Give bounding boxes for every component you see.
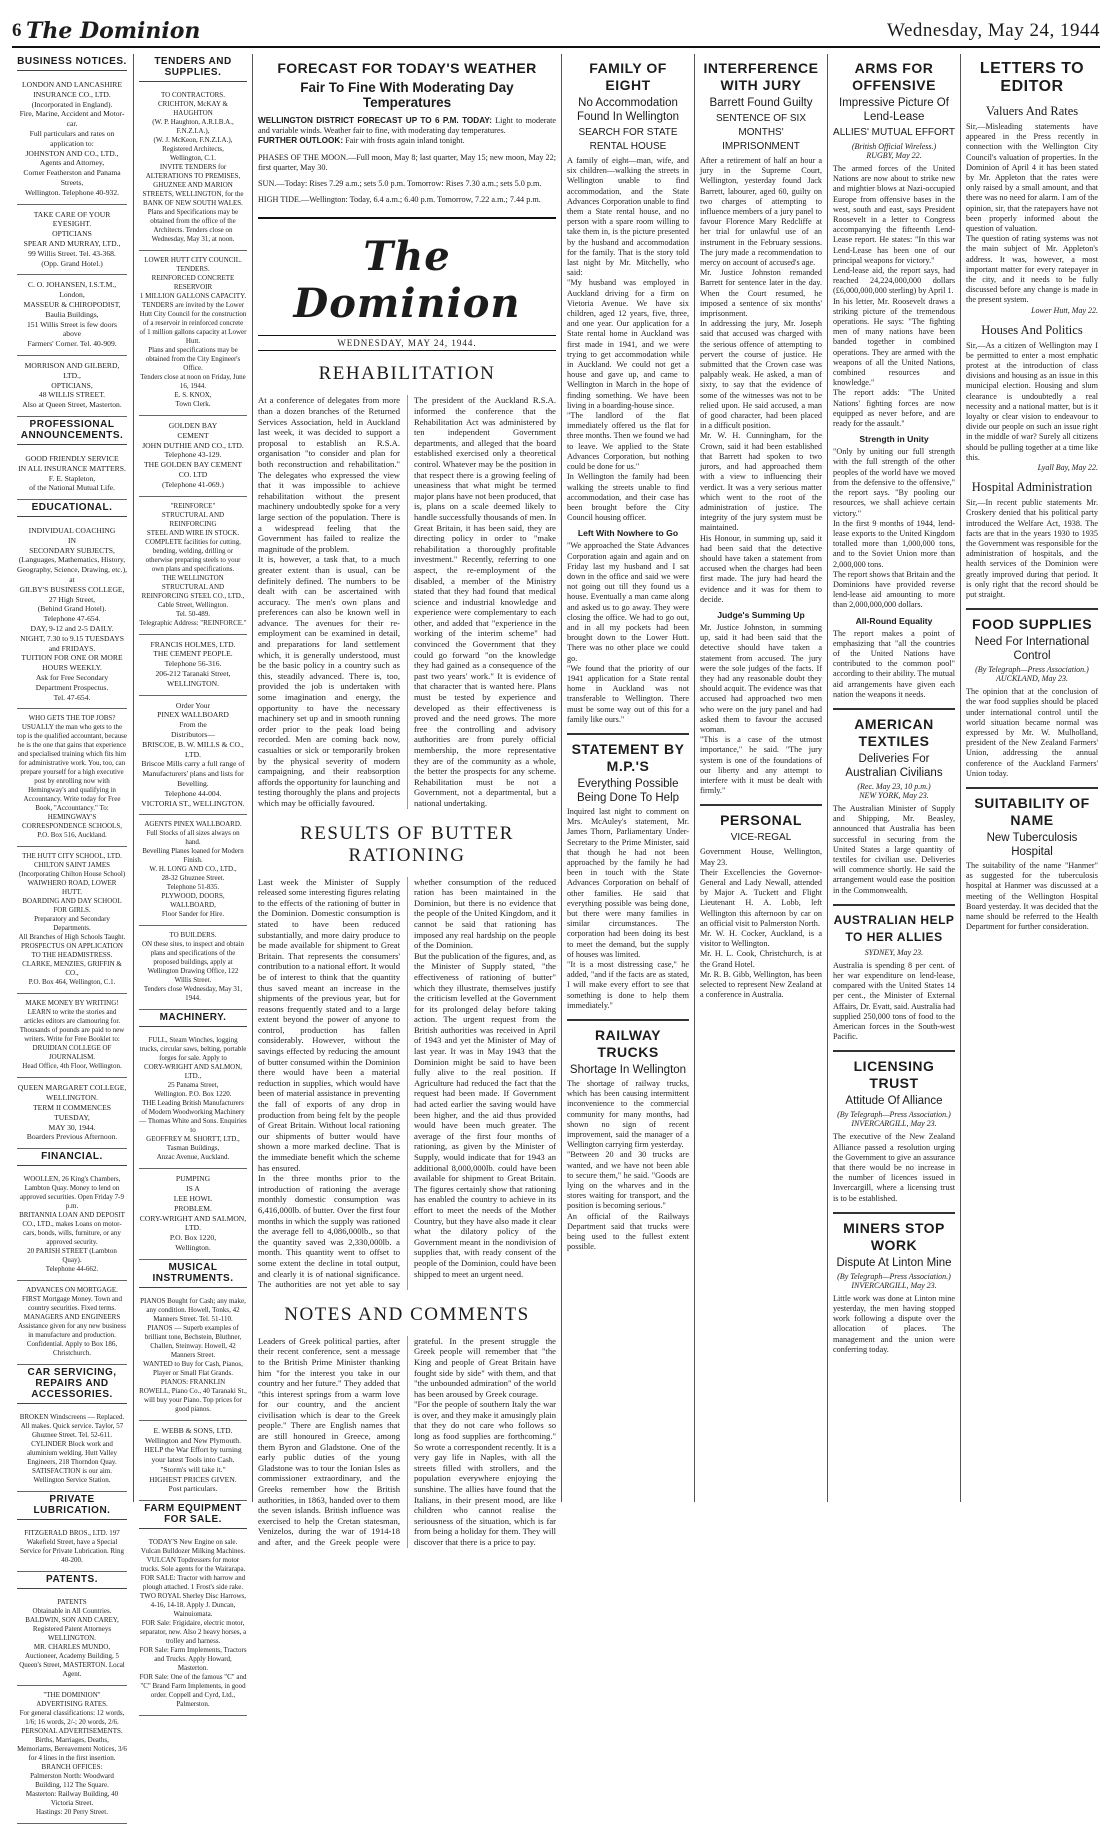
article-headline: FAMILY OF EIGHT xyxy=(589,60,667,93)
classified-ad: MAKE MONEY BY WRITING! LEARN to write the stories and articles editors are clamouring for. Thousands of pounds are paid to new writers. Write for Free Booklet to: DRUIDIAN COLLEGE OF JOURNALISM. Head Office, 4th Floor, Wellington. xyxy=(17,994,127,1078)
classified-column-2 xyxy=(133,54,252,1709)
article-divider xyxy=(833,1212,955,1214)
forecast-outlook-text: Fair with frosts again inland tonight. xyxy=(345,136,465,146)
letter-title: Houses And Politics xyxy=(981,322,1083,337)
article-body: The report makes a point of emphasizing that "all the countries of the United Nations have contributed to the common pool" according to their ability. The mutual aid arrangements have given each nation the weapons it needs. xyxy=(833,628,955,699)
article-divider xyxy=(700,804,822,806)
editorial-body-columns xyxy=(258,877,556,1290)
letter-title: Valuers And Rates xyxy=(985,104,1079,118)
section-heading: FARM EQUIPMENT FOR SALE. xyxy=(139,1501,247,1529)
article-subheadline: Deliveries For Australian Civilians xyxy=(845,752,943,779)
classified-ad: AGENTS PINEX WALLBOARD. Full Stocks of all sizes always on hand. Bevelling Planes loaned for Modern Finish. W. H. LONG AND CO., LTD., 28-32 Ghuznee Street. Telephone 51-835. PLYWOOD, DOORS, WALLBOARD, Floor Sander for Hire. xyxy=(139,815,247,926)
article-dateline: (Rec. May 23, 10 p.m.) NEW YORK, May 23. xyxy=(857,781,931,800)
article-subheadline: SEARCH FOR STATE RENTAL HOUSE xyxy=(578,127,678,152)
article-body: Little work was done at Linton mine yesterday, the men having stopped work following a dispute over the allocation of places. The management and the union were conferring today. xyxy=(833,1293,955,1354)
article-headline: MINERS STOP WORK xyxy=(843,1219,945,1253)
article-divider xyxy=(833,1050,955,1052)
article-headline: AMERICAN TEXTILES xyxy=(854,715,934,749)
classified-ad: WHO GETS THE TOP JOBS? USUALLY the man who gets to the top is the qualified accountant, because he is the one that gains that experience and specialised training which fits him for administrative work. You, too, can prepare yourself for a high executive post by enrolling now with Hemingway's and qualifying in Accountancy. Write today for Free Book, "Accountancy." To: HEMINGWAY'S CORRESPONDENCE SCHOOLS, P.O. Box 516, Auckland. xyxy=(17,709,127,847)
section-heading: PROFESSIONAL ANNOUNCEMENTS. xyxy=(17,417,127,445)
news-column-7 xyxy=(827,54,960,1502)
classified-ad: "THE DOMINION" ADVERTISING RATES. For general classifications: 12 words, 1/6; 16 words, 2/-; 20 words, 2/6. PERSONAL ADVERTISEMENTS. Births, Marriages, Deaths, Memoriams, Bereavement Notices, 3/6 for 4 lines in the first insertion. BRANCH OFFICES: Palmerston North: Woodward Building, 112 The Square. Masterton: Railway Building, 40 Victoria Street. Hastings: 20 Perry Street. xyxy=(17,1686,127,1824)
section-heading: PRIVATE LUBRICATION. xyxy=(17,1492,127,1520)
article-headline: RAILWAY TRUCKS xyxy=(595,1027,661,1061)
classified-ad: ADVANCES ON MORTGAGE. FIRST Mortgage Money. Town and country securities. Fixed terms. MANAGERS AND ENGINEERS Assistance given for any new business in manufacture and production. Confidential. Apply to Box 186, Christchurch. xyxy=(17,1281,127,1365)
classified-ad: TO CONTRACTORS. CRICHTON, McKAY & HAUGHTON (W. P. Haughton, A.R.I.B.A., F.N.Z.I.A.), (W. J. McKeon, F.N.Z.I.A.), Registered Architects, Wellington, C.1. INVITE TENDERS for ALTERATIONS TO PREMISES, GHUZNEE AND MARION STREETS, WELLINGTON, for the BANK OF NEW SOUTH WALES. Plans and Specifications may be obtained from the office of the Architects. Tenders close on Wednesday, May 31, at noon. xyxy=(139,86,247,251)
section-heading: CAR SERVICING, REPAIRS AND ACCESSORIES. xyxy=(17,1365,127,1404)
article-divider xyxy=(966,787,1098,789)
article-body: The shortage of railway trucks, which has been causing intermittent inconvenience to the commercial community for many months, had shown no sign of recent improvement, said the manager of a Wellington carrying firm yesterday. "Between 20 and 30 trucks are wanted, and we have not been able to secure them," he said. "Goods are lying on the wharves and in the stores waiting for transport, and the position is becoming serious." An official of the Railways Department said that trucks were being used to the fullest extent possible. xyxy=(567,1079,689,1252)
article-body: The armed forces of the United Nations are now about to strike new and mightier blows at Nazi-occupied Europe from offensive bases in the west, south and east, says President Roosevelt in a letter to Congress accompanying the fifteenth Lend-Lease report. He states: "In this war Lend-Lease has been one of our principal weapons for victory." Lend-lease aid, the report says, had reached 24,224,000,000 dollars (£6,000,000,000 sterling) by April 1. In his letter, Mr. Roosevelt draws a striking picture of the tremendous operations. He says: "The fighting men of many nations have been banded together in combined operations. They are armed with the weapons of all the United Nations, combined resources and knowledge." The report adds: "The United Nations' fighting forces are now equipped as never before, and are ready for the assault." xyxy=(833,164,955,429)
article-dateline: SYDNEY, May 23. xyxy=(864,947,924,957)
paper-name: The Dominion xyxy=(26,18,201,44)
classified-column-1 xyxy=(12,54,132,1817)
article-divider xyxy=(567,733,689,735)
article-body: A family of eight—man, wife, and six children—walking the streets in Wellington unable to find accommodation, and the State Advances Corporation unable to find them a State rental house, and no person with a spare room willing to take them in, is the picture presented by the husband and accommodation for the family. That is the story told last night by Mr. Mitchelly, who said: "My husband was employed in Auckland driving for a firm on Vietoria Avenue. We have six children, aged 12 years, five, three, and one year. Our application for a State rental home in Auckland was first made in 1941, and we were trying to get accommodation while in Auckland. We could not get a house and gave up, and came to Wellington in March in the hope of finding something. We have been living in a boarding-house since. "The landlord of the flat immediately offered us the flat for three months. Then we found we had to leave. We applied to the State Advances Corporation, but nothing could be done for us." In Wellington the family had been walking the streets unable to find accommodation, and their case has been brought before the City Council housing officer. xyxy=(567,156,689,523)
article-subheadline: Shortage In Wellington xyxy=(569,1064,687,1077)
article-dateline: (By Telegraph—Press Association.) AUCKLAND, May 23. xyxy=(975,665,1089,684)
article-crosshead: Left With Nowhere to Go xyxy=(577,528,679,539)
classified-ad: "REINFORCE" STRUCTURAL AND REINFORCING STEEL AND WIRE IN STOCK. COMPLETE facilities for cutting, bending, welding, drilling or otherwise preparing steels to your own plans and specifications. THE WELLINGTON STRUCTURAL AND REINFORCING STEEL CO., LTD., Cable Street, Wellington. Tel. 50-489. Telegraphic Address: "REINFORCE." xyxy=(139,497,247,635)
article-headline: PERSONAL xyxy=(720,812,802,829)
article-dateline: (By Telegraph—Press Association.) INVERCARGILL, May 23. xyxy=(837,1110,951,1129)
article-divider xyxy=(833,904,955,906)
letter-body: Sir,—As a citizen of Wellington may I be permitted to enter a most emphatic protest at the introduction of class divisions and housing as an issue in this municipal election. Housing and slum clearance is undoubtedly a real necessity and a national matter, but is it loyalty or clear vision to endeavour to divide our people on such an issue right in the middle of war? Surely all citizens should be pulling together at a time like this. xyxy=(966,340,1098,462)
article-divider xyxy=(833,708,955,710)
section-heading: MACHINERY. xyxy=(139,1010,247,1027)
news-column-5 xyxy=(561,54,694,1502)
classified-ad: LONDON AND LANCASHIRE INSURANCE CO., LTD. (Incorporated in England). Fire, Marine, Accident and Motor-car. Full particulars and rates on application to: JOHNSTON AND CO., LTD., Agents and Attorney, Corner Featherston and Panama Streets, Wellington. Telephone 40-932. xyxy=(17,75,127,205)
classified-ad: PUMPING IS A LEE HOWL PROBLEM. CORY-WRIGHT AND SALMON, LTD. P.O. Box 1220, Wellington. xyxy=(139,1169,247,1259)
article-crosshead: Strength in Unity xyxy=(859,434,929,445)
editorial-body: At a conference of delegates from more than a dozen branches of the Returned Services Association, held in Auckland last week, it was decided to support a proposal to establish an R.S.A. organisation "to consider and plan for both reconstruction and rehabilitation." The delegates who expressed the view that it was impossible to achieve rehabilitation without the present machinery undoubtedly spoke for a very large section of the population. There is a widespread feeling that the Government has failed to realize the magnitude of the problem. It is, however, a task that, to a much greater extent than is usual, can be definitely defined. The numbers to be dealt with can be ascertained with accuracy. The men's own plans and preferences can also be known well in advance. The avenues for their re-employment can be examined in detail, and preparations for land settlement which, it is generally understood, must be the basic policy in a country such as this, steadily advanced. There is, too, provided the job is undertaken with some imagination and energy, the opportunity to have the necessary machinery set up and in smooth running order prior to the peak load being recorded. Men are coming back now, casualties or sick or temporarily broken by the physical severity of modern campaigning, and their reabsorption affords the opportunity for launching and testing thoroughly the plans and projects which may be officially favoured. The president of the Auckland R.S.A. informed the conference that the Rehabilitation Act was administered by ten independent Government departments, and alleged that the board established exercised only a theoretical control. Whatever may be the position in that respect there is a growing feeling of uneasiness that what might be termed major plans have not been produced, that is, plans on a scale deemed likely to handle successfully thousands of men. In Great Britain, it has been said, they are directing policy in order to "make rehabilitation a thoroughly profitable investment." Recently, referring to one aspect, the re-employment of the disabled, a member of the Ministry stated that they had found that medical science and industrial knowledge and experience were complementary to each other, and added that "experience in the working of the interim scheme" had convinced the Government that they could go forward "on the knowledge they had gained as a consequence of the past two years' work." It is evidence of that character that is wanted here. Plans must be tested by experience and developed as their effectiveness is proved and the need grows. The more free the controlling and advisory authorities are from purely official membership, the more representative they are of the community as a whole, the better the prospects for any scheme. Rehabilitation must be not a Government, not a departmental, but a national undertaking. xyxy=(258,395,556,808)
article-body: The Australian Minister of Supply and Shipping, Mr. Beasley, announced that Australia has been successful in securing from the United States a large quantity of textiles for civilian use. Deliveries will commence shortly. He said the arrangement would ease the position in the Commonwealth. xyxy=(833,803,955,895)
forecast-tide: HIGH TIDE.—Wellington: Today, 6.4 a.m.; 6.40 p.m. Tomorrow, 7.22 a.m.; 7.44 p.m. xyxy=(258,195,541,205)
editorial-columns xyxy=(252,54,561,1548)
section-heading: TENDERS AND SUPPLIES. xyxy=(139,54,247,82)
article-headline: LICENSING TRUST xyxy=(853,1058,935,1092)
article-headline: STATEMENT BY M.P.'S xyxy=(571,740,685,774)
masthead xyxy=(258,217,556,351)
classified-ad: E. WEBB & SONS, LTD. Wellington and New Plymouth. HELP the War Effort by turning your latest Tools into Cash. "Storm's will take it." HIGHEST PRICES GIVEN. Post particulars. xyxy=(139,1421,247,1502)
article-body: The suitability of the name "Hanmer" as suggested for the tuberculosis hospital at Hanmer was discussed at a meeting of the Wellington Hospital Board yesterday. It was decided that the name should be referred to the Health Department for further consideration. xyxy=(966,860,1098,932)
forecast-outlook-label: FURTHER OUTLOOK: xyxy=(258,136,344,146)
article-divider xyxy=(567,1019,689,1021)
classified-ad: INDIVIDUAL COACHING IN SECONDARY SUBJECTS, (Languages, Mathematics, History, Geography, Science, Drawing, etc.), at GILBY'S BUSINESS COLLEGE, 27 High Street, (Behind Grand Hotel). Telephone 47-654. DAY, 9-12 and 2-5 DAILY. NIGHT, 7.30 to 9.15 TUESDAYS and FRIDAYS. TUITION FOR ONE OR MORE HOURS WEEKLY. Ask for Free Secondary Department Prospectus. Tel. 47-654. xyxy=(17,521,127,709)
article-body: After a retirement of half an hour a jury in the Supreme Court, Wellington, yesterday found Jack Barrett, labourer, aged 60, guilty on two charges of attempting to influence members of a jury panel to favour Florence Mary Redcliffe at her trial for unlawful use of an instrument in the February sessions. The jury made a recommendation to mercy on account of accused's age. Mr. Justice Johnston remanded Barrett for sentence later in the day. When the Court resumed, he imposed a sentence of six months' imprisonment. In addressing the jury, Mr. Joseph said that accused was charged with the serious offence of attempting to pervert the course of justice. He submitted that the Crown case was palpably weak. He asked, a man of sixty, to say that the evidence of some of the witnesses was not to be relied upon. He said accused, a man of good character, had been placed in a difficult position. Mr. W. H. Cunningham, for the Crown, said it had been established that Barrett had spoken to two jurors, and had approached them with a view to influencing their verdict. It was a very serious matter which went to the root of the administration of justice. The integrity of the jury system must be maintained. His Honour, in summing up, said it had been said that the detective should have taken a statement from accused when the charges had been first made. The jury had heard the evidence and it was for them to decide. xyxy=(700,156,822,604)
editorial-heading: NOTES AND COMMENTS xyxy=(284,1303,530,1325)
classified-ad: THE HUTT CITY SCHOOL, LTD. CHILTON SAINT JAMES (Incorporating Chilton House School) WAIWHERO ROAD, LOWER HUTT. BOARDING AND DAY SCHOOL FOR GIRLS. Preparatory and Secondary Departments. All Branches of High Schools Taught. PROSPECTUS ON APPLICATION TO THE HEADMISTRESS. CLARKE, MENZIES, GRIFFIN & CO., P.O. Box 464, Wellington, C.1. xyxy=(17,847,127,994)
article-dateline: (By Telegraph—Press Association.) INVERCARGILL, May 23. xyxy=(837,1271,951,1290)
news-column-6 xyxy=(694,54,827,1502)
letter-body: Sir,—Misleading statements have appeared in the Press recently in connection with the Wellington City Council's valuation of properties. In the Dominion of April 4 it has been stated by Mr. Appleton that the rates were only raised by a small amount, and that there was no need for alarm. I am of the opinion, sir, that the ratepayers have not been properly informed about the question of valuation. The question of rating systems was not the main subject of Mr. Appleton's address. It was, however, a most important matter for every ratepayer in the city, and it needs to be fully discussed before any change is made in the present system. xyxy=(966,122,1098,305)
letter-signature: Lyall Bay, May 22. xyxy=(1037,463,1098,473)
classified-ad: LOWER HUTT CITY COUNCIL. TENDERS. REINFORCED CONCRETE RESERVOIR 1 MILLION GALLONS CAPACITY. TENDERS are invited by the Lower Hutt City Council for the construction of a reservoir in reinforced concrete of 1 million gallons capacity at Lower Hutt. Plans and specifications may be obtained from the City Engineer's Office. Tenders close at noon on Friday, June 16, 1944. E. S. KNOX, Town Clerk. xyxy=(139,251,247,416)
article-body: Inquired last night to comment on Mrs. McAuley's statement, Mr. James Thorn, Parliamentary Under-Secretary to the Prime Minister, said that though he had not been approached by the family he had been in touch with the State Advances Corporation on behalf of other families. He said that everything possible was being done, but there were many families in similar circumstances. The corporation had been doing its best to meet the demand, but the supply of houses was limited. "It is a most distressing case," he added, "and if the facts are as stated, I will make every effort to see that something is done to help them immediately." xyxy=(567,806,689,1010)
section-heading: BUSINESS NOTICES. xyxy=(17,54,127,71)
article-subheadline: SENTENCE OF SIX MONTHS' IMPRISONMENT xyxy=(715,113,806,152)
article-headline: INTERFERENCE WITH JURY xyxy=(703,60,819,93)
forecast-district-text: Light to moderate and variable winds. Weather fair to fine, with moderating day temperatures. xyxy=(258,116,556,136)
letter-signature: Lower Hutt, May 22. xyxy=(1031,305,1098,315)
article-body: The opinion that at the conclusion of the war food supplies should be placed under international control until the world situation became normal was expressed by Mr. W. Mulholland, president of the New Zealand Farmers' Union, addressing the annual conference of the Auckland Farmers' Union today. xyxy=(966,687,1098,778)
editorial-body-columns xyxy=(258,395,556,808)
editorial-heading: REHABILITATION xyxy=(318,363,496,385)
article-subheadline: Impressive Picture Of Lend-Lease xyxy=(839,97,949,123)
article-subheadline: New Tuberculosis Hospital xyxy=(986,831,1078,858)
article-subheadline: Dispute At Linton Mine xyxy=(836,1256,952,1269)
classified-ad: PATENTS Obtainable in All Countries. BALDWIN, SON AND CAREY, Registered Patent Attorneys WELLINGTON. MR. CHARLES MUNDO, Auctioneer, Academy Building, 5 Queen's Street, MASTERTON. Local Agent. xyxy=(17,1593,127,1686)
article-subheadline: No Accommodation Found In Wellington xyxy=(576,97,680,123)
editorial-body: Leaders of Greek political parties, after their recent conference, sent a message to the British Prime Minister thanking him "for the interest you take in our country and her future." They added that "this interest springs from a warm love for our country, and the ancient civilisation which is dear to the Greek people." There are English names that are still honoured in Greece, among them Byron and Gladstone. One of the early public duties of the young Gladstone was to tour the Ionian Isles as commissioner extraordinary, and the Greeks remember how the British authorities, in 1863, handed over to them the seven islands. British influence was exercised to help the Cretan statesman, Venizelos, during the war of 1914-18 and after, and the Greek people were grateful. In the present struggle the Greek people will remember that "the King and people of Great Britain have fought side by side" with them, and that "the unbounded admiration" of the world has been aroused by Greek courage. "For the people of southern Italy the war is over, and they make it amusingly plain that they do not care who follows so long as food supplies are forthcoming." So wrote a correspondent recently. It is a very gay life in Naples, with all the streets filled with strollers, and the population everywhere enjoying the sunshine. The allies have found that the Italians, in their present mood, are like children who cannot realise the seriousness of the situation, which is far from being a holiday for them. They will discover that there is a price to pay. xyxy=(258,1335,556,1548)
article-subheadline: Need For International Control xyxy=(974,636,1090,663)
forecast-district xyxy=(258,116,556,136)
section-heading: EDUCATIONAL. xyxy=(17,500,127,517)
article-subheadline: Barrett Found Guilty xyxy=(709,97,813,109)
article-body: "We approached the State Advances Corporation again and again and on Friday last my husband and I sat down in the office and said we were not going out till they found us a house. Eventually a man came along and asked us to go away. They were closing the office. We had to go out, and in all my pockets had been brought down to the Lower Hutt. There was no other place we could go. "We found that the priority of our 1941 application for a State rental home in Auckland was not transferable to Wellington. There must be some way out of this for a family like ours." xyxy=(567,541,689,724)
page-number: 6 xyxy=(12,20,22,41)
article-headline: AUSTRALIAN HELP TO HER ALLIES xyxy=(833,912,955,944)
editorial-body-columns xyxy=(258,1336,556,1548)
classified-ad: FRANCIS HOLMES, LTD. THE CEMENT PEOPLE. Telephone 56-316. 206-212 Taranaki Street, WELLINGTON. xyxy=(139,635,247,696)
article-body: Australia is spending 8 per cent. of her war expenditure on lend-lease, compared with the United States 14 per cent., the Minister of External Affairs, Dr. Evatt, said. Australia had supplied 250,000 tons of food to the American forces in the South-west Pacific. xyxy=(833,960,955,1042)
classified-ad: TO BUILDERS. ON these sites, to inspect and obtain plans and specifications of the proposed buildings, apply at Wellington Drawing Office, 122 Willis Street. Tenders close Wednesday, May 31, 1944. xyxy=(139,926,247,1010)
editorial-body: Last week the Minister of Supply released some interesting figures relating to the effects of the rationing of butter in the Dominion. Domestic consumption is stated to have been reduced substantially, and more dairy produce to be made available for shipment to Great Britain. That represents the consumers' contribution to a national effort. It would be of interest to think that the quantity thus saved meant an increase in the shipments of the previous year, but for reasons frequently stated and to a large extent beyond the power of anyone to control, production has fallen considerably. However, without the savings effected by reducing the amount of butter consumed within the Dominion there would have been a material reduction in supplies, which would have been of material assistance in preventing the fall of exports of any drop in production from being felt by the people of Great Britain. Without local rationing our shipments of butter would have shown a more marked decline. That is the immediate benefit which the scheme has ensured. In the three months prior to the introduction of rationing the average monthly domestic consumption was 6,416,000lb. of butter. Over the first four months in which the supply was rationed the average fell to 4,086,000lb., so that the quantity saved was 2,330,000lb. a month. This quantity went to offset to some extent the decline in total output, and clearly it is of national significance. The authorities are not yet able to say whether consumption of the reduced ration has been maintained in the Dominion, but there is no evidence that the people of the United Kingdom, and it cannot be said that rationing has imposed any real hardship on the people of the Dominion. But the publication of the figures, and, as the Minister of Supply stated, "the effectiveness of rationing of butter" which they illustrate, themselves justify the criticism levelled at the Government for its prolonged delay before taking action. The urgent request from the British authorities was received in April of 1943 and yet the Minister of May of last year. It was in May 1943 that the Dominion might be said to have been fully alive to the real position. If Agriculture had reduced the fact that the request had been made. If Government had acted earlier the saving would have been higher, and the aid thus provided would have been much greater. The average of the first four months of rationing, as given by the Minister of Supply, would indicate that for 1943 an additional 8,000,000lb. could have been available for shipment to Great Britain. The figures certainly show that rationing has enabled the country to achieve in its effort to meet the needs of the Mother Country, but they have also made it clear what the dilatory policy of the Government meant in the nondivision of supplies that, with ready consent of the people of the Dominion, could have been shipped to meet an urgent need. xyxy=(258,876,557,1290)
classified-ad: GOOD FRIENDLY SERVICE IN ALL INSURANCE MATTERS. F. E. Stapleton, of the National Mutual Life. xyxy=(17,449,127,500)
classified-ad: FULL, Steam Winches, logging trucks, circular saws, belting, portable forges for sale. Apply to CORY-WRIGHT AND SALMON, LTD., 25 Panama Street, Wellington. P.O. Box 1220. THE Leading British Manufacturers of Modern Woodworking Machinery — Thomas White and Sons. Enquiries to GEOFFREY M. SHORTT, LTD., Tasman Buildings, Anzac Avenue, Auckland. xyxy=(139,1031,247,1169)
forecast-heading: FORECAST FOR TODAY'S WEATHER xyxy=(277,60,537,76)
article-headline: ARMS FOR OFFENSIVE xyxy=(852,60,936,93)
classified-ad: TODAY'S New Engine on sale. Vulcan Bulldozer Milking Machines. VULCAN Topdressers for motor trucks. Sole agents for the Wairarapa. FOR SALE: Tractor with harrow and plough attached. 1 Frost's side rake. TWO ROYAL Sherley Disc Harrows, 4-16, 14-18. Apply J. Duncan, Wainuiomata. FOR Sale: Frigidaire, electric motor, separator, new. Also 2 heavy horses, a trolley and harness. FOR Sale: Farm Implements, Tractors and Trucks. Apply Howard, Masterton. FOR Sale: One of the famous "C" and "C" Brand Farm Implements, in good order. Coppell and Cyrd, Ltd., Palmerston. xyxy=(139,1533,247,1716)
article-body: The executive of the New Zealand Alliance passed a resolution urging the Government to give an assurance that there would be no increase in the number of licences issued in Invercargill, where a licensing trust is to be established. xyxy=(833,1132,955,1203)
classified-ad: FITZGERALD BROS., LTD. 197 Wakefield Street, have a Special Service for Private Lubrication. Ring 40-200. xyxy=(17,1524,127,1572)
classified-ad: QUEEN MARGARET COLLEGE, WELLINGTON. TERM II COMMENCES TUESDAY, MAY 30, 1944. Boarders Previous Afternoon. xyxy=(17,1078,127,1149)
classified-ad: TAKE CARE OF YOUR EYESIGHT. OPTICIANS SPEAR AND MURRAY, LTD., 99 Willis Street. Tel. 43-368. (Opp. Grand Hotel.) xyxy=(17,205,127,276)
article-crosshead: Judge's Summing Up xyxy=(717,609,805,620)
letter-title: Hospital Administration xyxy=(971,480,1093,495)
article-body: "Only by uniting our full strength with the full strength of the other peoples of the world have we moved from the defensive to the offensive," the report says. "By pooling our resources, we shall achieve certain victory." In the first 9 months of 1944, lend-lease exports to the United Kingdom totalled more than 1,000,000 tons, and to the Soviet Union more than 2,000,000 tons. The report shows that Britain and the Dominions have provided reverse lend-lease aid amounting to more than 2,000,000,000 dollars. xyxy=(833,447,955,610)
masthead-title: The Dominion xyxy=(293,233,521,328)
classified-ad: BROKEN Windscreens — Replaced. All makes. Quick service. Taylor, 57 Ghuznee Street. Tel. 52-611. CYLINDER Block work and aluminium welding. Hutt Valley Engineers, 218 Thorndon Quay. SATISFACTION is our aim. Wellington Service Station. xyxy=(17,1408,127,1492)
forecast-moon: PHASES OF THE MOON.—Full moon, May 8; last quarter, May 15; new moon, May 22; first quarter, May 30. xyxy=(258,152,556,172)
forecast-sun: SUN.—Today: Rises 7.29 a.m.; sets 5.0 p.m. Tomorrow: Rises 7.30 a.m.; sets 5.0 p.m. xyxy=(258,179,542,189)
forecast-outlook xyxy=(258,136,556,146)
classified-ad: MORRISON AND GILBERD, LTD., OPTICIANS, 48 WILLIS STREET. Also at Queen Street, Masterton. xyxy=(17,356,127,417)
article-subheadline: Attitude Of Alliance xyxy=(845,1095,943,1108)
classified-ad: C. O. JOHANSEN, I.S.T.M., London, MASSEUR & CHIROPODIST, Baulia Buildings, 151 Willis Street is few doors above Farmers' Corner. Tel. 40-909. xyxy=(17,275,127,356)
letters-heading: LETTERS TO EDITOR xyxy=(979,60,1085,95)
section-heading: FINANCIAL. xyxy=(17,1149,127,1166)
page-header xyxy=(12,16,1100,48)
article-divider xyxy=(966,608,1098,610)
article-body: Government House, Wellington, May 23. Their Excellencies the Governor-General and Lady Newall, attended by Major A. Tuckett and Flight Lieutenant H. A. Lobb, left Wellington this afternoon by car on an official visit to Palmerston North. Mr. W. H. Cocker, Auckland, is a visitor to Wellington. Mr. H. L. Cook, Christchurch, is at the Grand Hotel. Mr. R. B. Gibb, Wellington, has been selected to represent New Zealand at a conference in Australia. xyxy=(700,847,822,1000)
forecast-subheading: Fair To Fine With Moderating Day Temperatures xyxy=(300,80,514,110)
classified-ad: WOOLLEN, 26 King's Chambers, Lambton Quay. Money to lend on approved securities. Open Friday 7-9 p.m. BRITANNIA LOAN AND DEPOSIT CO., LTD., makes Loans on motor-cars, bonds, wills, furniture, or any approved security. 20 PARISH STREET (Lambton Quay). Telephone 44-662. xyxy=(17,1170,127,1281)
page-date: Wednesday, May 24, 1944 xyxy=(887,20,1100,41)
letter-body: Sir,—In recent public statements Mr. Croskery denied that his political party introduced the Welfare Act, 1938. The facts are that in the years 1930 to 1935 the Government was responsible for the administration of hospitals, and the health services of the Dominion were greatly improved during that period. It is only right that the record should be put straight. xyxy=(966,498,1098,599)
section-heading: PATENTS. xyxy=(17,1572,127,1589)
article-crosshead: All-Round Equality xyxy=(855,615,933,626)
article-headline: FOOD SUPPLIES xyxy=(971,616,1093,633)
article-body: Mr. Justice Johnston, in summing up, said it had been said that the detective should have taken a statement from accused. The jury were the sole judges of the facts. If they had any reasonable doubt they should acquit. The evidence was that accused had approached two men who were on the jury panel and had asked them to favour the accused woman. "This is a case of the utmost importance," he said. "The jury system is one of the foundations of our liberty and any attempt to interfere with it must be dealt with firmly." xyxy=(700,622,822,796)
forecast-district-label: WELLINGTON DISTRICT FORECAST UP TO 6 P.M. TODAY: xyxy=(258,116,492,125)
article-subheadline: VICE-REGAL xyxy=(730,832,792,844)
editorial-heading: RESULTS OF BUTTER RATIONING xyxy=(300,822,514,866)
section-heading: MUSICAL INSTRUMENTS. xyxy=(139,1260,247,1288)
article-dateline: (British Official Wireless.) RUGBY, May 22. xyxy=(851,142,937,160)
article-headline: SUITABILITY OF NAME xyxy=(974,794,1090,828)
masthead-date: WEDNESDAY, MAY 24, 1944. xyxy=(258,335,556,351)
classified-ad: GOLDEN BAY CEMENT JOHN DUTHIE AND CO., LTD. Telephone 43-129. THE GOLDEN BAY CEMENT CO. LTD (Telephone 41-069.) xyxy=(139,416,247,497)
article-subheadline: ALLIES' MUTUAL EFFORT xyxy=(833,127,955,138)
article-subheadline: Everything Possible Being Done To Help xyxy=(576,777,680,804)
letters-column xyxy=(960,54,1103,1502)
classified-ad: PIANOS Bought for Cash; any make, any condition. Howell, Tonks, 42 Manners Street. Tel. 51-110. PIANOS — Superb examples of brilliant tone, Bechstein, Bluthner, Challen, Steinway. Howell, 42 Manners Street. WANTED to Buy for Cash, Pianos, Player or Small Flat Grands. PIANOS: FRANKLIN ROWELL, Piano Co., 40 Taranaki St., will buy your Piano. Top prices for good pianos. xyxy=(139,1292,247,1421)
classified-ad: Order Your PINEX WALLBOARD From the Distributors— BRISCOE, B. W. MILLS & CO., LTD. Briscoe Mills carry a full range of Manufacturers' plans and lists for Bevelling. Telephone 44-004. VICTORIA ST., WELLINGTON. xyxy=(139,696,247,816)
